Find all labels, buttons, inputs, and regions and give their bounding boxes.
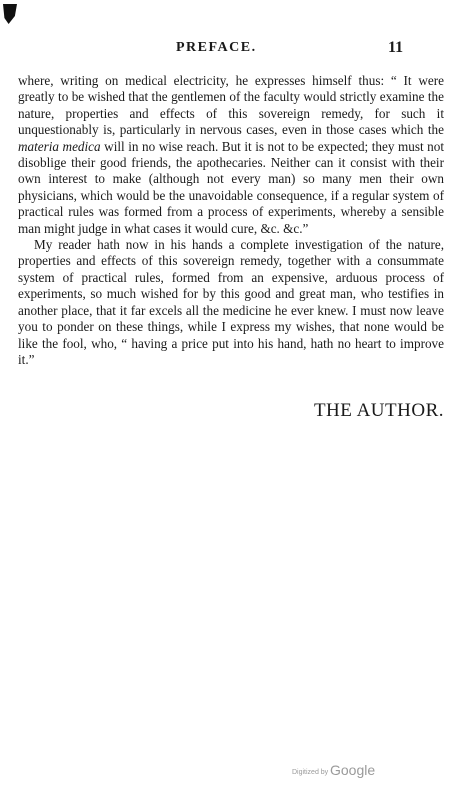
running-title: PREFACE. bbox=[176, 40, 257, 55]
corner-ink-mark bbox=[3, 4, 17, 24]
paragraph-1-part-a: where, writing on medical electricity, he expresses himself thus: “ It were greatly to be wished that the gentlemen of the faculty would strictly examine the nature, properties and effects of this sovereign remedy, for such it unquestionably is, particularly in nervous cases, even in those cases which the bbox=[18, 73, 444, 138]
running-head bbox=[0, 40, 469, 62]
paragraph-1-part-b: will in no wise reach. But it is not to be expected; they must not disoblige their good friends, the apothecaries. Neither can it consist with their own interest to make (although not every man) so many men their own physicians, which would be the unavoidable consequence, if a regular system of practical rules was formed from a process of experiments, whereby a sensible man might judge in what cases it would cure, &c. &c.” bbox=[18, 138, 444, 236]
paragraph-2: My reader hath now in his hands a complete investigation of the nature, properties and effects of this sovereign remedy, together with a consummate system of practical rules, formed from an expensive, arduous process of experiments, so much wished for by this good and great man, who testifies in another place, that it far excels all the medicine he ever knew. I must now leave you to ponder on these things, while I express my wishes, that none would be like the fool, who, “ having a price put into his hand, hath no heart to improve it.” bbox=[18, 237, 444, 367]
author-signature: THE AUTHOR. bbox=[313, 400, 444, 421]
digitized-watermark bbox=[292, 762, 452, 784]
watermark-small-text: Digitized by bbox=[292, 769, 329, 776]
page-number: 11 bbox=[388, 39, 404, 56]
italic-term: materia medica bbox=[18, 138, 101, 154]
paragraph-1 bbox=[18, 73, 444, 237]
body-text bbox=[18, 73, 444, 368]
watermark-logo-text: Google bbox=[330, 762, 376, 778]
